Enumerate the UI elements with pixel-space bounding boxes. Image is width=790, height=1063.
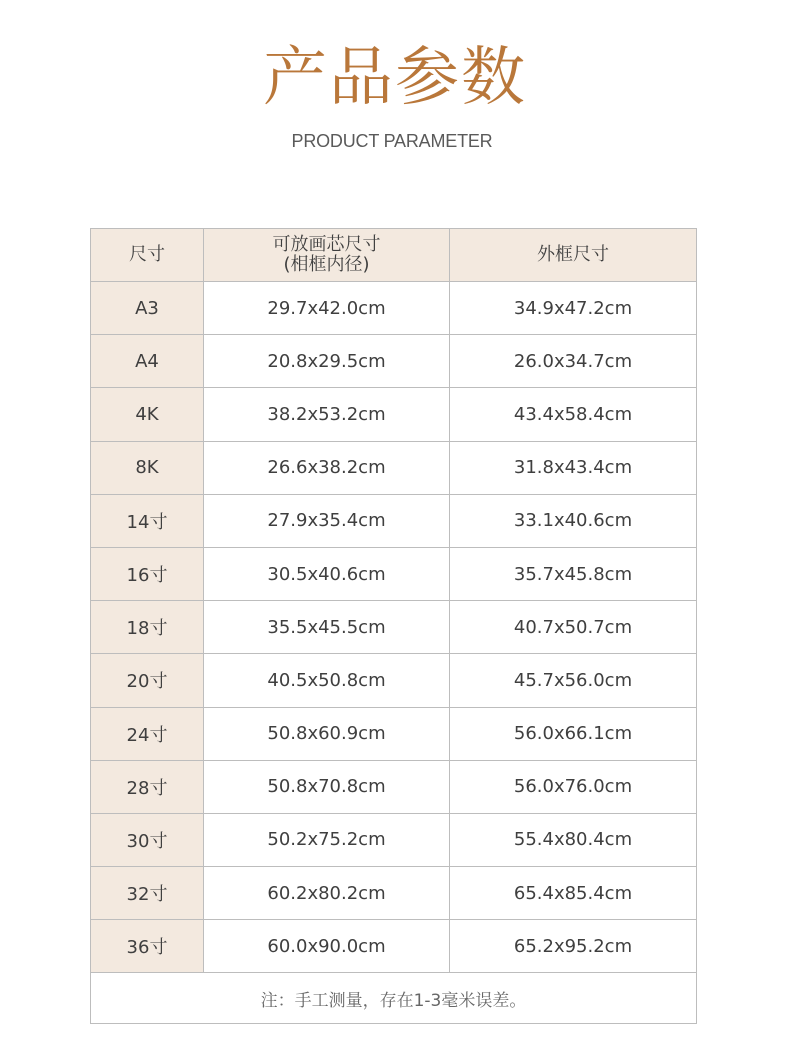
inner-cell: 35.5x45.5cm <box>204 601 450 654</box>
table-header-row <box>91 229 697 282</box>
table-row <box>91 335 697 388</box>
column-header-inner-size-label: 可放画芯尺寸 <box>272 234 381 255</box>
outer-cell: 65.2x95.2cm <box>450 920 697 973</box>
table-row <box>91 707 697 760</box>
page-title: 产品参数 <box>263 41 527 115</box>
inner-cell: 30.5x40.6cm <box>204 547 450 600</box>
table-row <box>91 920 697 973</box>
size-cell: 36寸 <box>91 920 204 973</box>
table-row <box>91 760 697 813</box>
outer-cell: 45.7x56.0cm <box>450 654 697 707</box>
column-header-outer-size-label: 外框尺寸 <box>537 244 609 265</box>
table-row <box>91 601 697 654</box>
inner-cell: 26.6x38.2cm <box>204 441 450 494</box>
size-cell: 8K <box>91 441 204 494</box>
outer-cell: 33.1x40.6cm <box>450 494 697 547</box>
table-note-row <box>91 973 697 1024</box>
outer-cell: 55.4x80.4cm <box>450 813 697 866</box>
size-cell: 20寸 <box>91 654 204 707</box>
table-row <box>91 654 697 707</box>
outer-cell: 65.4x85.4cm <box>450 867 697 920</box>
measurement-note: 注：手工测量，存在1-3毫米误差。 <box>91 973 697 1024</box>
table-row <box>91 388 697 441</box>
outer-cell: 43.4x58.4cm <box>450 388 697 441</box>
column-header-inner-size <box>204 229 450 282</box>
size-cell: A3 <box>91 282 204 335</box>
outer-cell: 34.9x47.2cm <box>450 282 697 335</box>
outer-cell: 26.0x34.7cm <box>450 335 697 388</box>
inner-cell: 20.8x29.5cm <box>204 335 450 388</box>
size-cell: 4K <box>91 388 204 441</box>
inner-cell: 40.5x50.8cm <box>204 654 450 707</box>
size-cell: 24寸 <box>91 707 204 760</box>
size-cell: 28寸 <box>91 760 204 813</box>
outer-cell: 56.0x76.0cm <box>450 760 697 813</box>
size-cell: 32寸 <box>91 867 204 920</box>
column-header-outer-size <box>450 229 697 282</box>
inner-cell: 60.2x80.2cm <box>204 867 450 920</box>
column-header-size <box>91 229 204 282</box>
table-body <box>91 282 697 973</box>
inner-cell: 29.7x42.0cm <box>204 282 450 335</box>
table-row <box>91 813 697 866</box>
size-cell: 16寸 <box>91 547 204 600</box>
column-header-inner-size-sublabel: (相框内径) <box>283 254 370 275</box>
page-subtitle: PRODUCT PARAMETER <box>291 131 493 151</box>
parameter-table <box>90 228 697 1024</box>
outer-cell: 40.7x50.7cm <box>450 601 697 654</box>
table-row <box>91 867 697 920</box>
table-row <box>91 441 697 494</box>
inner-cell: 38.2x53.2cm <box>204 388 450 441</box>
inner-cell: 60.0x90.0cm <box>204 920 450 973</box>
inner-cell: 50.8x60.9cm <box>204 707 450 760</box>
table-row <box>91 494 697 547</box>
size-cell: A4 <box>91 335 204 388</box>
outer-cell: 35.7x45.8cm <box>450 547 697 600</box>
column-header-size-label: 尺寸 <box>129 244 165 265</box>
inner-cell: 50.8x70.8cm <box>204 760 450 813</box>
inner-cell: 50.2x75.2cm <box>204 813 450 866</box>
table-row <box>91 547 697 600</box>
outer-cell: 56.0x66.1cm <box>450 707 697 760</box>
inner-cell: 27.9x35.4cm <box>204 494 450 547</box>
outer-cell: 31.8x43.4cm <box>450 441 697 494</box>
size-cell: 30寸 <box>91 813 204 866</box>
size-cell: 18寸 <box>91 601 204 654</box>
size-cell: 14寸 <box>91 494 204 547</box>
table-row <box>91 282 697 335</box>
